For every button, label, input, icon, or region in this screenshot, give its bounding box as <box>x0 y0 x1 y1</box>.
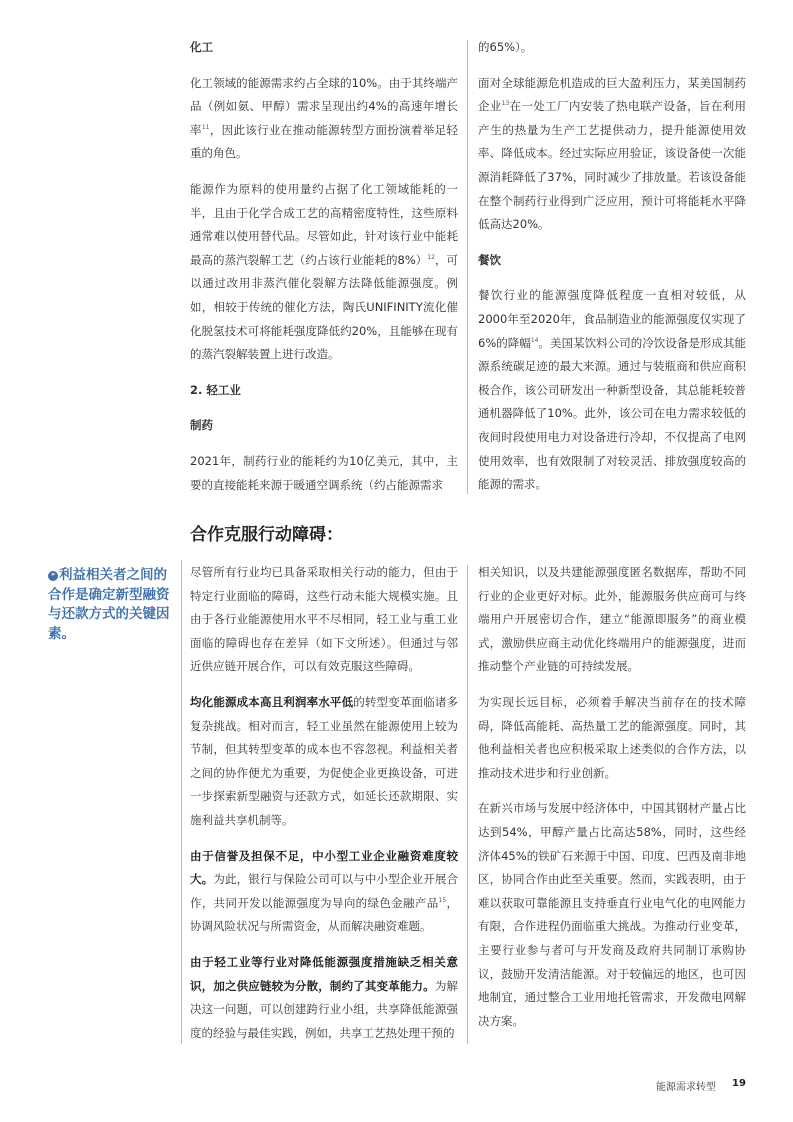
top-right-column <box>478 36 746 509</box>
bold-lead: 由于轻工业等行业对降低能源强度措施缺乏相关意识，加之供应链较为分散，制约了其变革能力。 <box>190 954 458 993</box>
text: 餐饮 <box>478 252 501 267</box>
paragraph <box>478 691 746 785</box>
bottom-right-column <box>478 561 746 1045</box>
paragraph <box>478 284 746 496</box>
text: 面对全球能源危机造成的巨大盈利压力，某美国制药企业 <box>478 75 746 114</box>
text: 的转型变革面临诸多复杂挑战。相对而言，轻工业虽然在能源使用上较为节制，但其转型变革的成本也不容忽视。利益相关者之间的协作便尤为重要，为促使企业更换设备，可进一步探索新型融资与还款方式，如延长还款期限、实施利益共享机制等。 <box>190 694 459 827</box>
text: 能源作为原料的使用量约占据了化工领域能耗的一半，且由于化学合成工艺的高精密度特性，这些原料通常难以使用替代品。尽管如此，针对该行业中能耗最高的蒸汽裂解工艺（约占该行业能耗的8%） <box>190 181 458 267</box>
paragraph <box>190 72 458 166</box>
subheading <box>478 249 746 273</box>
text: ，可以通过改用非蒸汽催化裂解方法降低能源强度。例如，相较于传统的催化方法，陶氏UNIFINITY流化催化脱氢技术可将能耗强度降低约20%，且能够在现有的蒸汽裂解装置上进行改造。 <box>190 252 458 362</box>
footnote-ref: 11 <box>201 123 210 131</box>
text: 尽管所有行业均已具备采取相关行动的能力，但由于特定行业面临的障碍，这些行动未能大规模实施。且由于各行业能源使用水平不尽相同，轻工业与重工业面临的障碍也存在差异（如下文所述）。但通过与邻近供应链开展合作，可以有效克服这些障碍。 <box>190 565 458 674</box>
page-number: 19 <box>732 1078 746 1089</box>
subheading <box>190 379 458 403</box>
column-divider-top <box>467 40 468 494</box>
text: 在新兴市场与发展中经济体中，中国其钢材产量占比达到54%，甲醇产量占比高达58%，同时，这些经济体45%的铁矿石来源于中国、印度、巴西及南非地区，协同合作由此至关重要。然而，实践表明，由于难以获取可靠能源且支持垂直行业电气化的电网能力有限，合作进程仍面临重大挑战。为推动行业变革，主要行业参与者可与开发商及政府共同制订承购协议，鼓励开发清洁能源。对于较偏远的地区，也可因地制宜，通过整合工业用地托管需求，开发微电网解决方案。 <box>478 801 746 1028</box>
text: 化工 <box>190 40 213 54</box>
text: 。美国某饮料公司的冷饮设备是形成其能源系统碳足迹的最大来源。通过与装瓶商和供应商积极合作，该公司研发出一种新型设备，其总能耗较普通机器降低了10%。此外，该公司在电力需求较低的夜间时段使用电力对设备进行冷却，不仅提高了电网使用效率，也有效限制了对较灵活、排放强度较高的能源的需求。 <box>478 335 746 492</box>
paragraph <box>478 36 746 60</box>
text: 为解决这一问题，可以创建跨行业小组，共享降低能源强度的经验与最佳实践，例如，共享工艺热处理干预的 <box>190 978 459 1040</box>
paragraph <box>190 561 458 679</box>
column-divider-bottom <box>467 565 468 1044</box>
bottom-left-column <box>190 561 458 1057</box>
quote-divider <box>181 560 182 1044</box>
pull-quote-text: 利益相关者之间的合作是确定新型融资与还款方式的关键因素。 <box>48 567 170 642</box>
subheading <box>190 36 458 60</box>
text: 在一处工厂内安装了热电联产设备，旨在利用产生的热量为生产工艺提供动力，提升能源使用效率、降低成本。经过实际应用验证，该设备使一次能源消耗降低了37%，同时减少了排放量。若该设备能在整个制药行业得到广泛应用，预计可将能耗水平降低高达20%。 <box>478 99 747 232</box>
bold-lead: 均化能源成本高且利润率水平低 <box>190 694 354 709</box>
section-title: 合作克服行动障碍： <box>190 525 343 545</box>
text: 2021年，制药行业的能耗约为10亿美元，其中，主要的直接能耗来源于暖通空调系统（约占能源需求 <box>190 453 458 492</box>
footnote-ref: 13 <box>501 100 510 108</box>
paragraph <box>190 178 458 367</box>
text: ，因此该行业在推动能源转型方面扮演着举足轻重的角色。 <box>190 122 459 161</box>
text: 制药 <box>190 418 213 433</box>
text: 为此，银行与保险公司可以与中小型企业开展合作，共同开发以能源强度为导向的绿色金融产品 <box>190 872 459 910</box>
paragraph <box>190 845 458 939</box>
subheading <box>190 414 458 438</box>
footnote-ref: 14 <box>530 336 539 344</box>
quote-icon: “ <box>48 571 58 581</box>
top-left-column <box>190 36 458 509</box>
text: 2. 轻工业 <box>190 382 241 397</box>
paragraph <box>190 691 458 833</box>
paragraph <box>190 951 458 1045</box>
text: 为实现长远目标，必须着手解决当前存在的技术障碍，降低高能耗、高热量工艺的能源强度。同时，其他利益相关者也应积极采取上述类似的合作方法，以推动技术进步和行业创新。 <box>478 694 746 780</box>
footnote-ref: 12 <box>427 253 435 261</box>
paragraph <box>190 450 458 497</box>
bold-lead: 由于信誉及担保不足，中小型工业企业融资难度较大。 <box>190 848 458 887</box>
text: ，协调风险状况与所需资金，从而解决融资难题。 <box>190 895 459 934</box>
paragraph <box>478 72 746 237</box>
text: 化工领域的能源需求约占全球的10%。由于其终端产品（例如氨、甲醇）需求呈现出约4%的高速年增长率 <box>190 75 458 137</box>
text: 相关知识，以及共建能源强度匿名数据库，帮助不同行业的企业更好对标。此外，能源服务供应商可与终端用户开展密切合作，建立“能源即服务”的商业模式，激励供应商主动优化终端用户的能源强度，进而推动整个产业链的可持续发展。 <box>478 565 746 674</box>
paragraph <box>478 561 746 679</box>
pull-quote <box>48 566 176 644</box>
paragraph <box>478 797 746 1033</box>
text: 餐饮行业的能源强度降低程度一直相对较低，从2000年至2020年，食品制造业的能源强度仅实现了6%的降幅 <box>478 288 746 350</box>
footer-title: 能源需求转型 <box>656 1082 716 1093</box>
text: 的65%）。 <box>478 40 533 54</box>
footnote-ref: 15 <box>438 896 447 904</box>
